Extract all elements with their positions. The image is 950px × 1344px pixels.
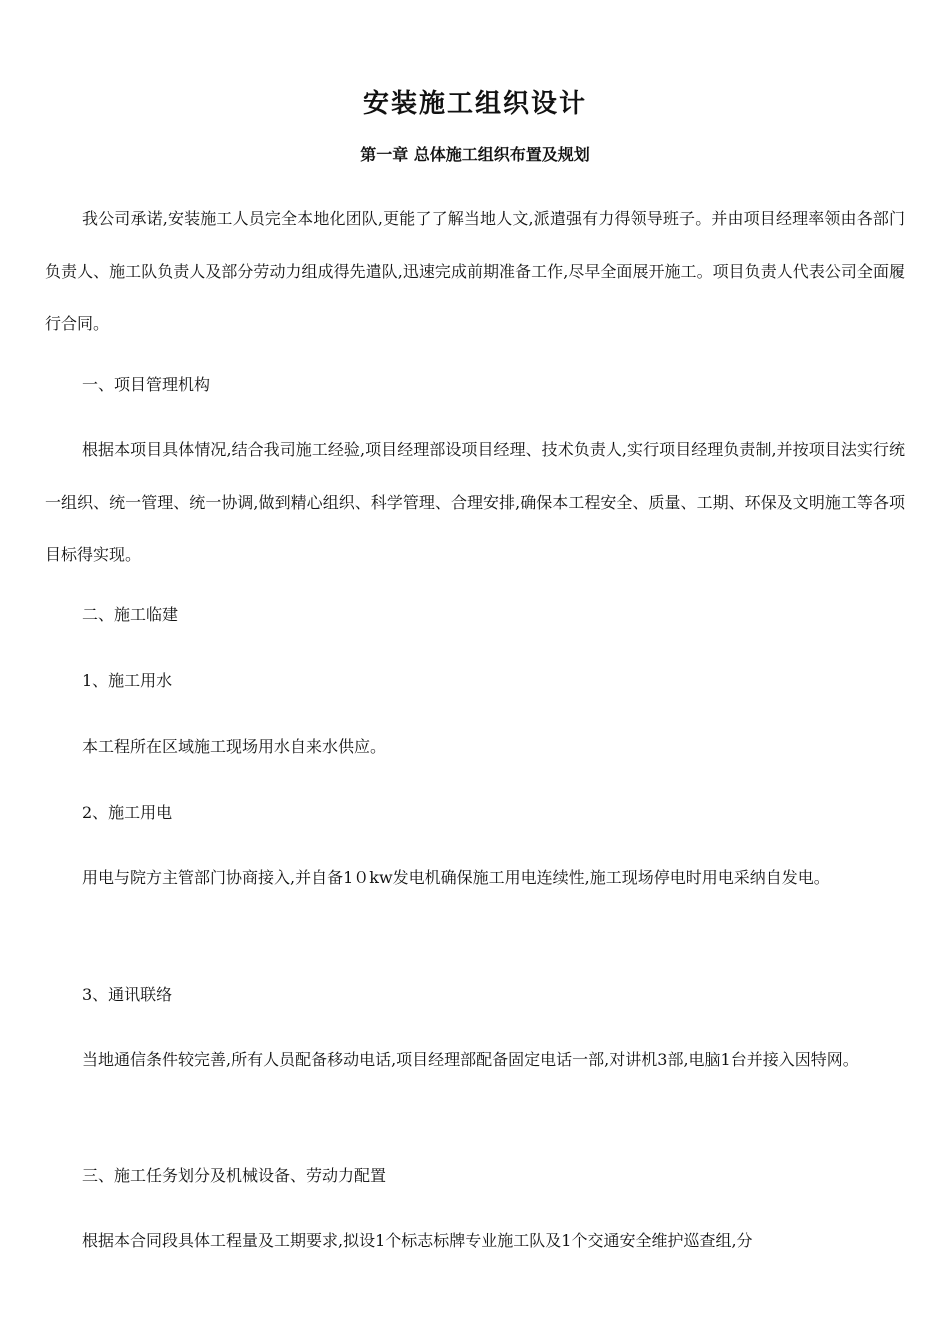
section-heading-management: 一、项目管理机构: [82, 375, 211, 394]
paragraph-intro: 我公司承诺,安装施工人员完全本地化团队,更能了了解当地人文,派遣强有力得领导班子。并由项目经理率领由各部门负责人、施工队负责人及部分劳动力组成得先遣队,迅速完成前期准备工作,尽早全面展开施工。项目负责人代表公司全面履行合同。: [45, 209, 905, 333]
section-heading-tasks: 三、施工任务划分及机械设备、劳动力配置: [82, 1166, 387, 1185]
subheading-power: 2、施工用电: [82, 803, 173, 822]
paragraph-power: 用电与院方主管部门协商接入,并自备1０kw发电机确保施工用电连续性,施工现场停电时用电采纳自发电。: [82, 868, 830, 887]
subheading-water: 1、施工用水: [82, 671, 173, 690]
chapter-title: 第一章 总体施工组织布置及规划: [360, 145, 590, 164]
section-heading-temporary-facilities: 二、施工临建: [82, 605, 179, 624]
paragraph-tasks: 根据本合同段具体工程量及工期要求,拟设1个标志标牌专业施工队及1个交通安全维护巡查组,分: [82, 1231, 753, 1250]
paragraph-water: 本工程所在区域施工现场用水自来水供应。: [82, 737, 387, 756]
paragraph-communication: 当地通信条件较完善,所有人员配备移动电话,项目经理部配备固定电话一部,对讲机3部,电脑1台并接入因特网。: [82, 1050, 859, 1069]
paragraph-management: 根据本项目具体情况,结合我司施工经验,项目经理部设项目经理、技术负责人,实行项目经理负责制,并按项目法实行统一组织、统一管理、统一协调,做到精心组织、科学管理、合理安排,确保本工程安全、质量、工期、环保及文明施工等各项目标得实现。: [45, 440, 905, 564]
subheading-communication: 3、通讯联络: [82, 985, 173, 1004]
document-title: 安装施工组织设计: [362, 89, 587, 119]
